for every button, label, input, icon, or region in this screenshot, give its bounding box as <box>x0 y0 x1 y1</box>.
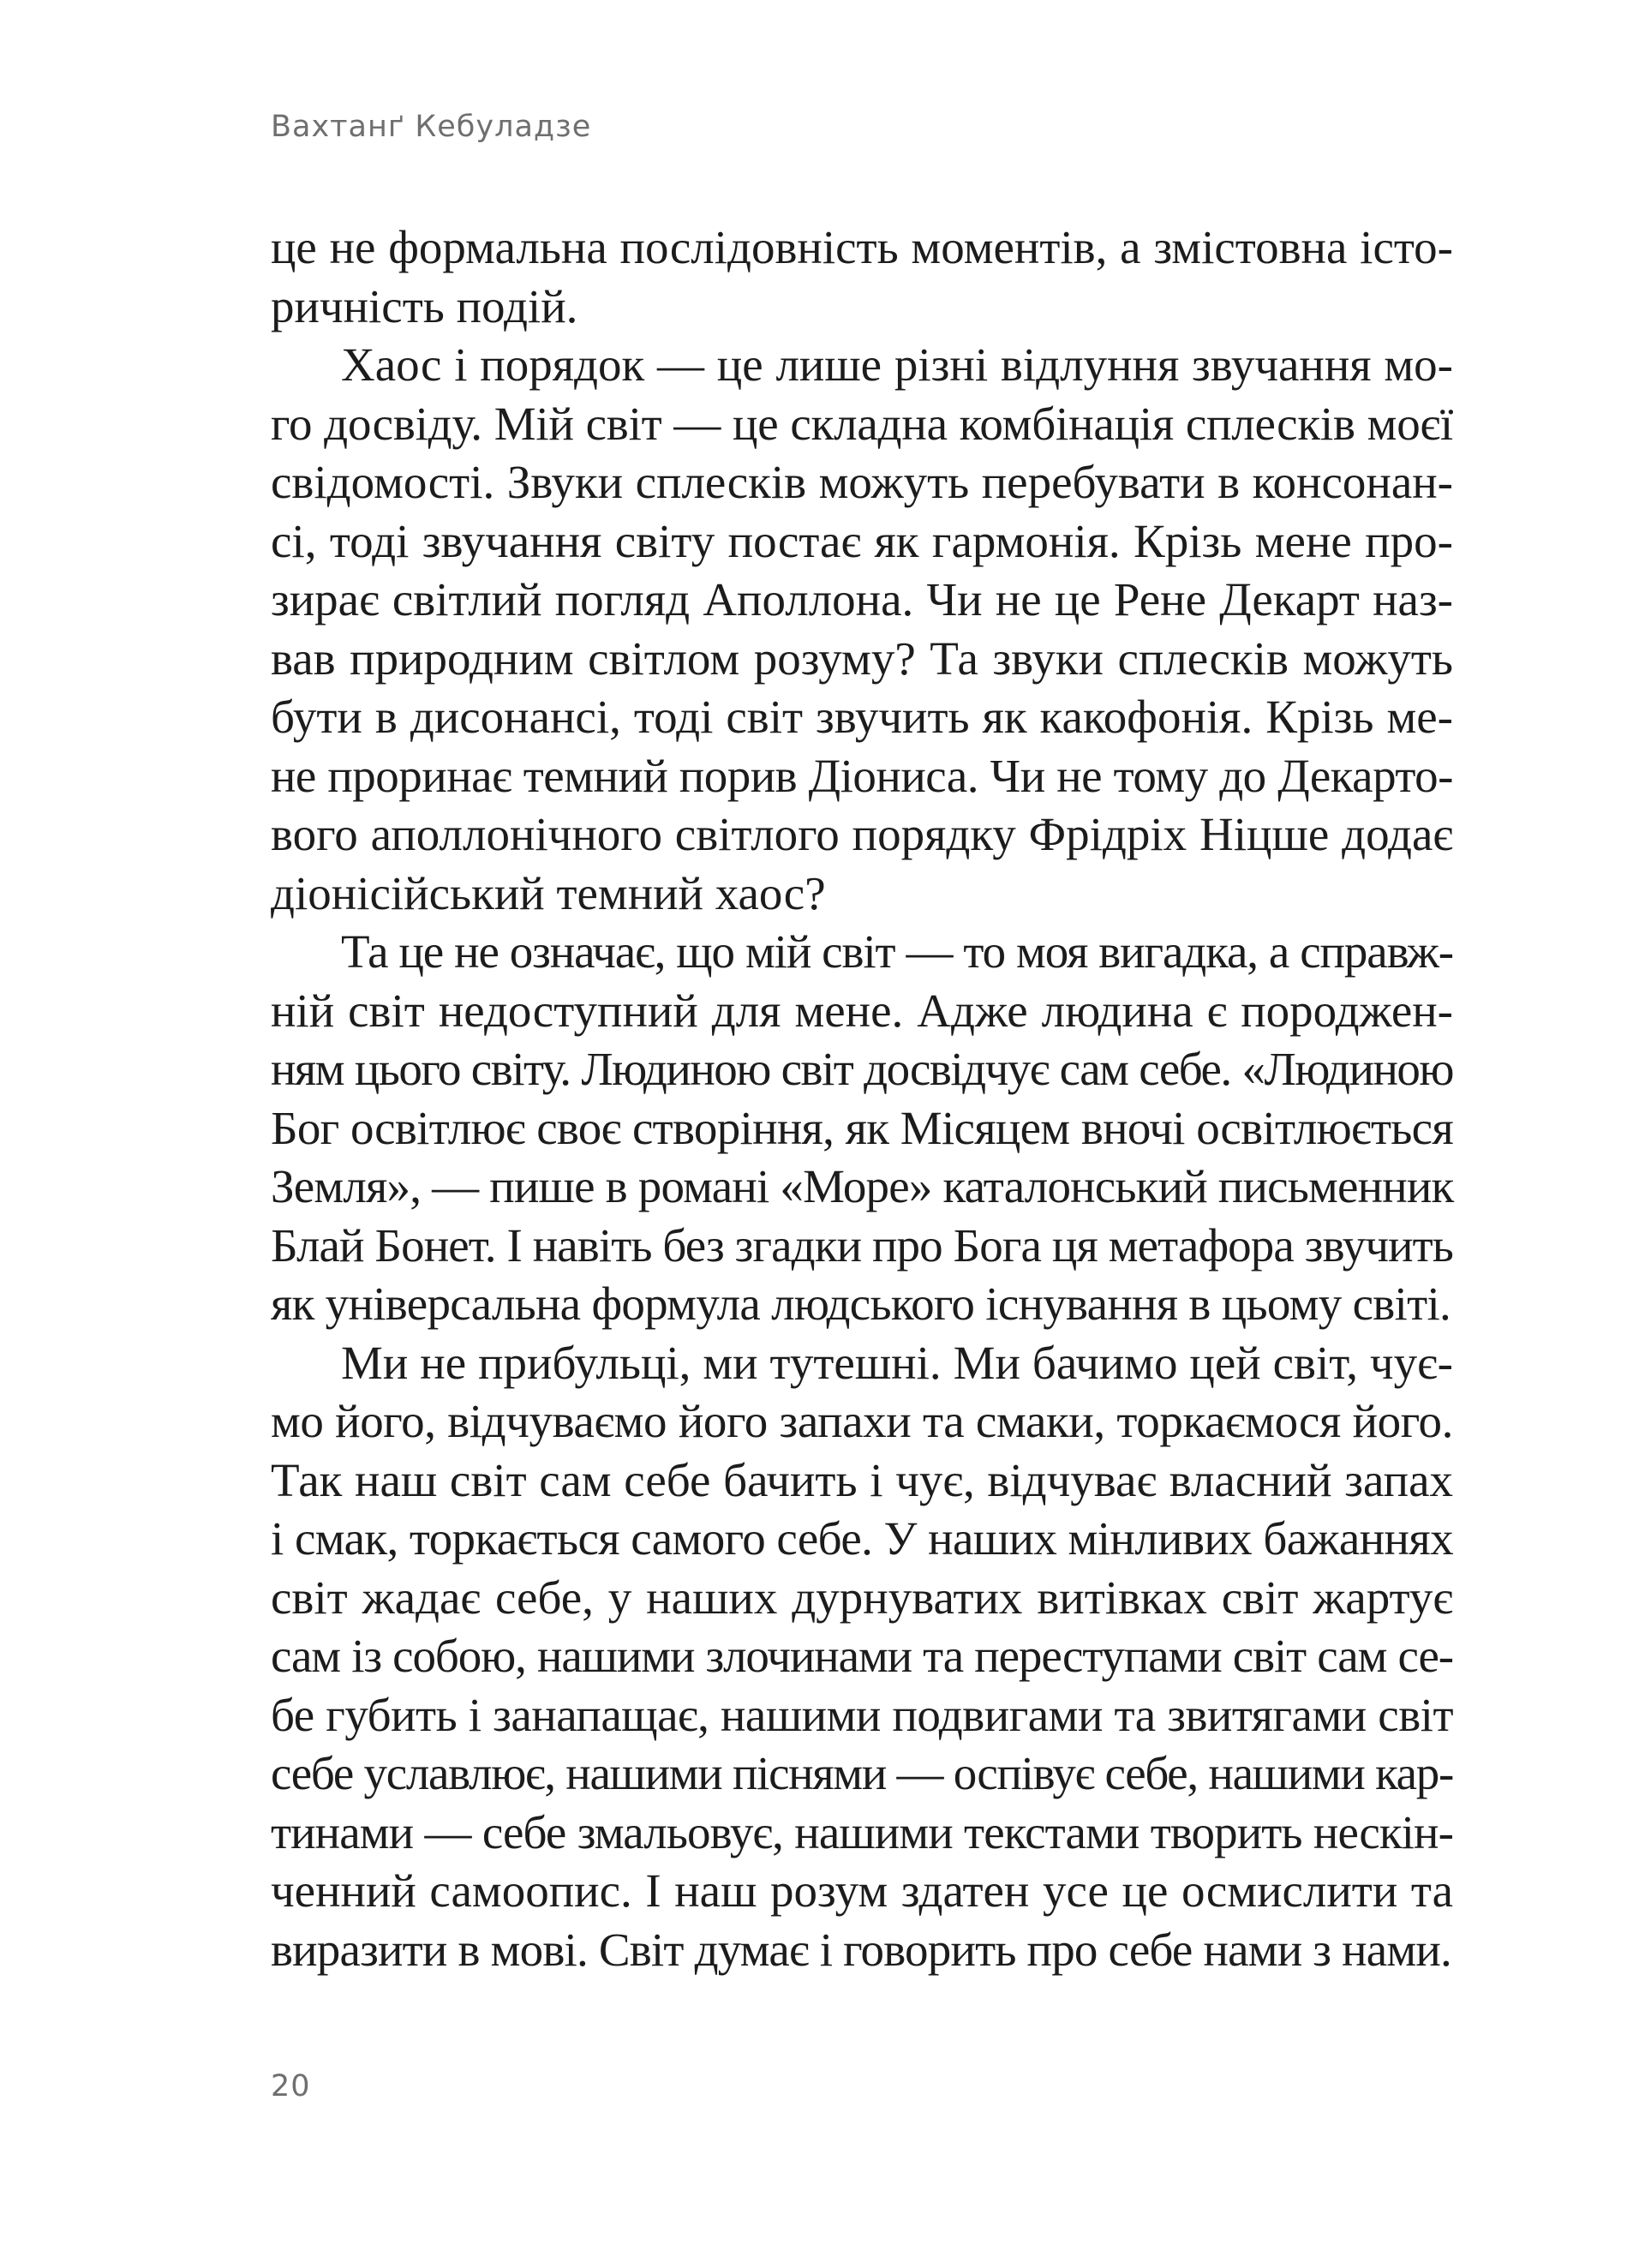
paragraph <box>271 923 1453 1334</box>
text-line: ній світ недоступний для мене. Адже людина є породжен- <box>271 984 1453 1037</box>
text-line: вого аполлонічного світлого порядку Фрідріх Ніцше додає <box>271 808 1453 860</box>
text-line: го досвіду. Мій світ — це складна комбінація сплесків моєї <box>271 397 1453 450</box>
text-line: себе уславлює, нашими піснями — оспівує себе, нашими кар- <box>271 1747 1453 1799</box>
body-text <box>271 218 1453 1979</box>
running-head: Вахтанґ Кебуладзе <box>271 110 592 144</box>
text-line: бути в дисонансі, тоді світ звучить як какофонія. Крізь ме- <box>271 691 1453 743</box>
text-line: Так наш світ сам себе бачить і чує, відчуває власний запах <box>271 1453 1453 1506</box>
paragraph <box>271 336 1453 923</box>
text-line: як універсальна формула людського існування в цьому світі. <box>271 1278 1451 1330</box>
text-line: Хаос і порядок — це лише різні відлуння звучання мо- <box>341 338 1453 391</box>
text-line: зирає світлий погляд Аполлона. Чи не це Рене Декарт наз- <box>271 573 1453 625</box>
text-line: не проринає темний порив Діониса. Чи не тому до Декарто- <box>271 749 1453 802</box>
text-line: вав природним світлом розуму? Та звуки сплесків можуть <box>271 631 1453 685</box>
text-line: Земля», — пише в романі «Море» каталонський письменник <box>271 1160 1454 1212</box>
text-line: виразити в мові. Світ думає і говорить про себе нами з нами. <box>271 1923 1451 1976</box>
text-line: сам із собою, нашими злочинами та переступами світ сам се- <box>271 1630 1453 1682</box>
text-line: світ жадає себе, у наших дурнуватих витівках світ жартує <box>271 1571 1453 1624</box>
text-line: ричність подій. <box>271 279 578 332</box>
paragraph <box>271 218 1453 336</box>
text-line: і смак, торкається самого себе. У наших мінливих бажаннях <box>271 1512 1453 1565</box>
text-line: Та це не означає, що мій світ — то моя вигадка, а справж- <box>341 925 1453 978</box>
text-line: мо його, відчуваємо його запахи та смаки, торкаємося його. <box>271 1395 1453 1447</box>
text-line: ченний самоопис. І наш розум здатен усе це осмислити та <box>271 1864 1453 1917</box>
text-line: сі, тоді звучання світу постає як гармонія. Крізь мене про- <box>271 514 1453 567</box>
text-line: Бог освітлює своє створіння, як Місяцем вночі освітлюється <box>271 1101 1453 1154</box>
text-line: ням цього світу. Людиною світ досвідчує сам себе. «Людиною <box>271 1043 1453 1095</box>
text-line: тинами — себе змальовує, нашими текстами творить нескін- <box>271 1805 1453 1858</box>
paragraph <box>271 1334 1453 1980</box>
text-line: це не формальна послідовність моментів, а змістовна істо- <box>271 221 1453 273</box>
text-line: діонісійський темний хаос? <box>271 866 826 919</box>
text-line: Блай Бонет. І навіть без згадки про Бога ця метафора звучить <box>271 1218 1453 1272</box>
text-line: свідомості. Звуки сплесків можуть перебувати в консонан- <box>271 456 1453 508</box>
page-number: 20 <box>271 2069 311 2103</box>
text-line: Ми не прибульці, ми тутешні. Ми бачимо цей світ, чує- <box>341 1336 1453 1389</box>
text-line: бе губить і занапащає, нашими подвигами та звитягами світ <box>271 1688 1453 1741</box>
